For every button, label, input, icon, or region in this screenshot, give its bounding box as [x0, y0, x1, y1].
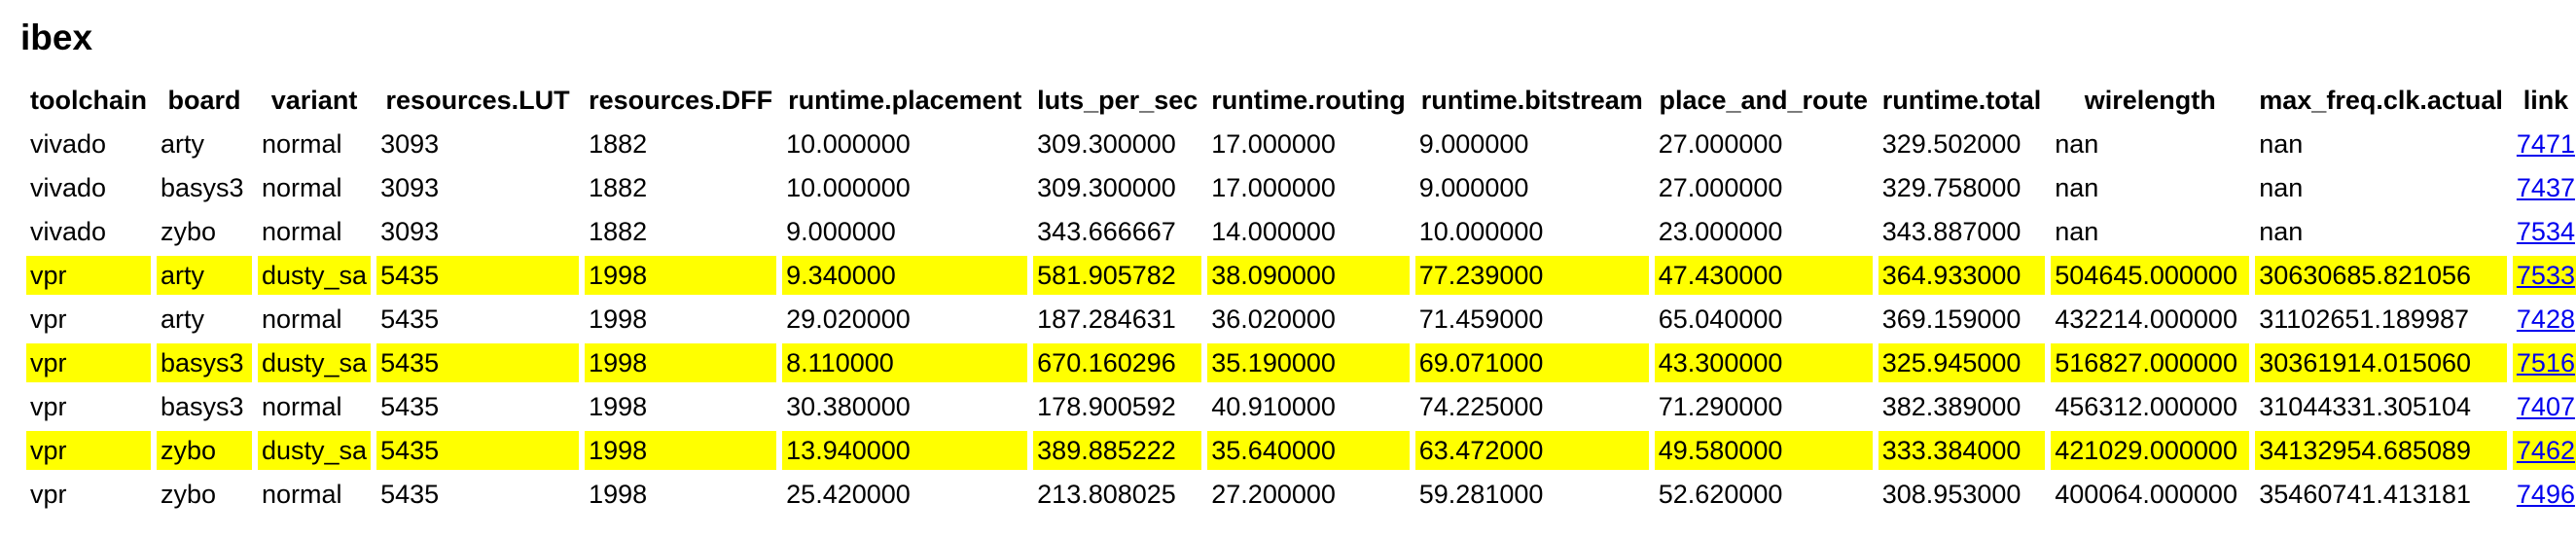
cell-max-freq-clk-actual: 31044331.305104 — [2259, 392, 2471, 421]
cell-wirelength: 432214.000000 — [2055, 305, 2237, 334]
cell-luts-per-sec: 187.284631 — [1037, 305, 1176, 334]
cell-place-and-route: 52.620000 — [1658, 480, 1783, 509]
result-link[interactable]: 7534 — [2516, 217, 2575, 246]
column-header-resources-dff: resources.DFF — [589, 86, 773, 115]
cell-runtime-bitstream: 9.000000 — [1418, 129, 1529, 159]
cell-board: basys3 — [161, 173, 244, 202]
cell-runtime-placement: 9.000000 — [786, 217, 896, 246]
cell-max-freq-clk-actual: 30630685.821056 — [2255, 256, 2507, 295]
cell-runtime-total: 308.953000 — [1881, 480, 2021, 509]
cell-runtime-bitstream: 77.239000 — [1415, 256, 1649, 295]
cell-place-and-route: 65.040000 — [1658, 305, 1783, 334]
header-row — [26, 81, 2576, 120]
cell-toolchain: vivado — [30, 129, 107, 159]
cell-board: arty — [161, 129, 205, 159]
cell-resources-lut: 3093 — [380, 173, 440, 202]
column-header-link: link — [2522, 86, 2569, 115]
cell-runtime-placement: 8.110000 — [782, 343, 1027, 382]
cell-toolchain: vivado — [30, 217, 107, 246]
table-row — [26, 387, 2576, 426]
cell-variant: normal — [262, 129, 342, 159]
column-header-runtime-placement: runtime.placement — [788, 86, 1022, 115]
cell-board: zybo — [157, 431, 252, 470]
cell-link — [2513, 475, 2576, 514]
cell-runtime-routing: 17.000000 — [1211, 129, 1336, 159]
page-title: ibex — [20, 18, 93, 57]
cell-runtime-bitstream: 69.071000 — [1415, 343, 1649, 382]
cell-resources-lut: 3093 — [380, 129, 440, 159]
cell-board: zybo — [161, 480, 217, 509]
table-row — [26, 256, 2576, 295]
cell-place-and-route: 49.580000 — [1655, 431, 1873, 470]
cell-runtime-routing: 14.000000 — [1211, 217, 1336, 246]
cell-runtime-total: 329.502000 — [1881, 129, 2021, 159]
cell-wirelength: 400064.000000 — [2055, 480, 2237, 509]
result-link[interactable]: 7428 — [2516, 305, 2575, 334]
cell-board: zybo — [161, 217, 217, 246]
cell-runtime-bitstream: 74.225000 — [1418, 392, 1544, 421]
cell-variant: normal — [262, 392, 342, 421]
result-link[interactable]: 7462 — [2516, 436, 2575, 465]
cell-resources-dff: 1998 — [589, 305, 648, 334]
cell-variant: normal — [262, 305, 342, 334]
column-header-runtime-total: runtime.total — [1881, 86, 2042, 115]
cell-resources-dff: 1998 — [585, 256, 776, 295]
cell-toolchain: vpr — [30, 392, 67, 421]
table-row — [26, 125, 2576, 163]
cell-resources-dff: 1998 — [585, 343, 776, 382]
cell-link — [2513, 256, 2576, 295]
cell-wirelength: nan — [2055, 129, 2099, 159]
column-header-board: board — [167, 86, 241, 115]
cell-runtime-total: 329.758000 — [1881, 173, 2021, 202]
cell-max-freq-clk-actual: nan — [2259, 173, 2304, 202]
cell-runtime-total: 382.389000 — [1881, 392, 2021, 421]
cell-runtime-bitstream: 71.459000 — [1418, 305, 1544, 334]
cell-runtime-placement: 25.420000 — [786, 480, 911, 509]
cell-toolchain: vpr — [26, 256, 151, 295]
cell-max-freq-clk-actual: 34132954.685089 — [2255, 431, 2507, 470]
cell-link — [2513, 431, 2576, 470]
cell-runtime-total: 343.887000 — [1881, 217, 2021, 246]
cell-place-and-route: 71.290000 — [1658, 392, 1783, 421]
cell-max-freq-clk-actual: 35460741.413181 — [2259, 480, 2471, 509]
cell-variant: dusty_sa — [258, 256, 371, 295]
cell-resources-dff: 1882 — [589, 217, 648, 246]
column-header-runtime-routing: runtime.routing — [1211, 86, 1406, 115]
cell-runtime-routing: 27.200000 — [1211, 480, 1336, 509]
table-row — [26, 343, 2576, 382]
result-link[interactable]: 7437 — [2516, 173, 2575, 202]
cell-resources-lut: 5435 — [380, 392, 440, 421]
cell-toolchain: vpr — [26, 343, 151, 382]
cell-runtime-routing: 17.000000 — [1211, 173, 1336, 202]
column-header-runtime-bitstream: runtime.bitstream — [1420, 86, 1643, 115]
column-header-toolchain: toolchain — [30, 86, 147, 115]
cell-toolchain: vpr — [30, 305, 67, 334]
cell-runtime-routing: 40.910000 — [1211, 392, 1336, 421]
table-row — [26, 475, 2576, 514]
cell-board: basys3 — [161, 392, 244, 421]
cell-max-freq-clk-actual: nan — [2259, 217, 2304, 246]
cell-max-freq-clk-actual: 30361914.015060 — [2255, 343, 2507, 382]
cell-runtime-bitstream: 10.000000 — [1418, 217, 1544, 246]
cell-resources-dff: 1998 — [589, 480, 648, 509]
cell-runtime-total: 364.933000 — [1878, 256, 2046, 295]
cell-luts-per-sec: 581.905782 — [1033, 256, 1201, 295]
cell-place-and-route: 27.000000 — [1658, 129, 1783, 159]
cell-runtime-bitstream: 59.281000 — [1418, 480, 1544, 509]
cell-luts-per-sec: 670.160296 — [1033, 343, 1201, 382]
cell-resources-lut: 5435 — [380, 305, 440, 334]
results-table — [20, 76, 2576, 519]
cell-max-freq-clk-actual: nan — [2259, 129, 2304, 159]
cell-runtime-bitstream: 9.000000 — [1418, 173, 1529, 202]
cell-variant: normal — [262, 173, 342, 202]
cell-toolchain: vivado — [30, 173, 107, 202]
cell-resources-dff: 1998 — [585, 431, 776, 470]
table-row — [26, 212, 2576, 251]
cell-link — [2513, 387, 2576, 426]
cell-variant: normal — [262, 217, 342, 246]
cell-runtime-bitstream: 63.472000 — [1415, 431, 1649, 470]
cell-runtime-placement: 10.000000 — [786, 129, 911, 159]
cell-luts-per-sec: 389.885222 — [1033, 431, 1201, 470]
column-header-wirelength: wirelength — [2084, 86, 2216, 115]
cell-wirelength: 516827.000000 — [2051, 343, 2249, 382]
cell-resources-lut: 5435 — [376, 431, 579, 470]
cell-max-freq-clk-actual: 31102651.189987 — [2259, 305, 2469, 334]
cell-runtime-routing: 35.190000 — [1207, 343, 1409, 382]
cell-resources-lut: 3093 — [380, 217, 440, 246]
cell-resources-lut: 5435 — [376, 343, 579, 382]
cell-runtime-total: 325.945000 — [1878, 343, 2046, 382]
column-header-variant: variant — [270, 86, 358, 115]
cell-resources-dff: 1998 — [589, 392, 648, 421]
column-header-place-and-route: place_and_route — [1659, 86, 1869, 115]
cell-board: basys3 — [157, 343, 252, 382]
cell-runtime-routing: 35.640000 — [1207, 431, 1409, 470]
cell-runtime-placement: 9.340000 — [782, 256, 1027, 295]
cell-link — [2513, 168, 2576, 207]
cell-link — [2513, 300, 2576, 339]
cell-runtime-routing: 36.020000 — [1211, 305, 1336, 334]
cell-place-and-route: 27.000000 — [1658, 173, 1783, 202]
cell-luts-per-sec: 309.300000 — [1037, 173, 1176, 202]
cell-toolchain: vpr — [26, 431, 151, 470]
cell-wirelength: 504645.000000 — [2051, 256, 2249, 295]
cell-resources-lut: 5435 — [376, 256, 579, 295]
cell-runtime-placement: 29.020000 — [786, 305, 911, 334]
cell-runtime-placement: 10.000000 — [786, 173, 911, 202]
cell-toolchain: vpr — [30, 480, 67, 509]
result-link[interactable]: 7496 — [2516, 480, 2575, 509]
cell-wirelength: nan — [2055, 173, 2099, 202]
cell-resources-dff: 1882 — [589, 129, 648, 159]
table-row — [26, 300, 2576, 339]
cell-resources-dff: 1882 — [589, 173, 648, 202]
column-header-resources-lut: resources.LUT — [385, 86, 570, 115]
result-link[interactable]: 7533 — [2516, 261, 2575, 290]
cell-wirelength: nan — [2055, 217, 2099, 246]
cell-link — [2513, 212, 2576, 251]
column-header-luts-per-sec: luts_per_sec — [1037, 86, 1199, 115]
cell-runtime-placement: 13.940000 — [782, 431, 1027, 470]
cell-luts-per-sec: 343.666667 — [1037, 217, 1176, 246]
table-row — [26, 168, 2576, 207]
cell-link — [2513, 125, 2576, 163]
cell-luts-per-sec: 178.900592 — [1037, 392, 1176, 421]
result-link[interactable]: 7471 — [2516, 129, 2575, 159]
cell-place-and-route: 47.430000 — [1655, 256, 1873, 295]
cell-resources-lut: 5435 — [380, 480, 440, 509]
cell-luts-per-sec: 213.808025 — [1037, 480, 1176, 509]
cell-runtime-total: 369.159000 — [1881, 305, 2021, 334]
cell-board: arty — [157, 256, 252, 295]
table-row — [26, 431, 2576, 470]
cell-variant: dusty_sa — [258, 343, 371, 382]
column-header-max-freq-clk-actual: max_freq.clk.actual — [2259, 86, 2503, 115]
cell-variant: dusty_sa — [258, 431, 371, 470]
cell-runtime-placement: 30.380000 — [786, 392, 911, 421]
result-link[interactable]: 7407 — [2516, 392, 2575, 421]
result-link[interactable]: 7516 — [2516, 348, 2575, 377]
cell-runtime-total: 333.384000 — [1878, 431, 2046, 470]
cell-place-and-route: 23.000000 — [1658, 217, 1783, 246]
cell-wirelength: 456312.000000 — [2055, 392, 2237, 421]
cell-link — [2513, 343, 2576, 382]
cell-luts-per-sec: 309.300000 — [1037, 129, 1176, 159]
cell-place-and-route: 43.300000 — [1655, 343, 1873, 382]
cell-wirelength: 421029.000000 — [2051, 431, 2249, 470]
cell-runtime-routing: 38.090000 — [1207, 256, 1409, 295]
cell-variant: normal — [262, 480, 342, 509]
cell-board: arty — [161, 305, 205, 334]
